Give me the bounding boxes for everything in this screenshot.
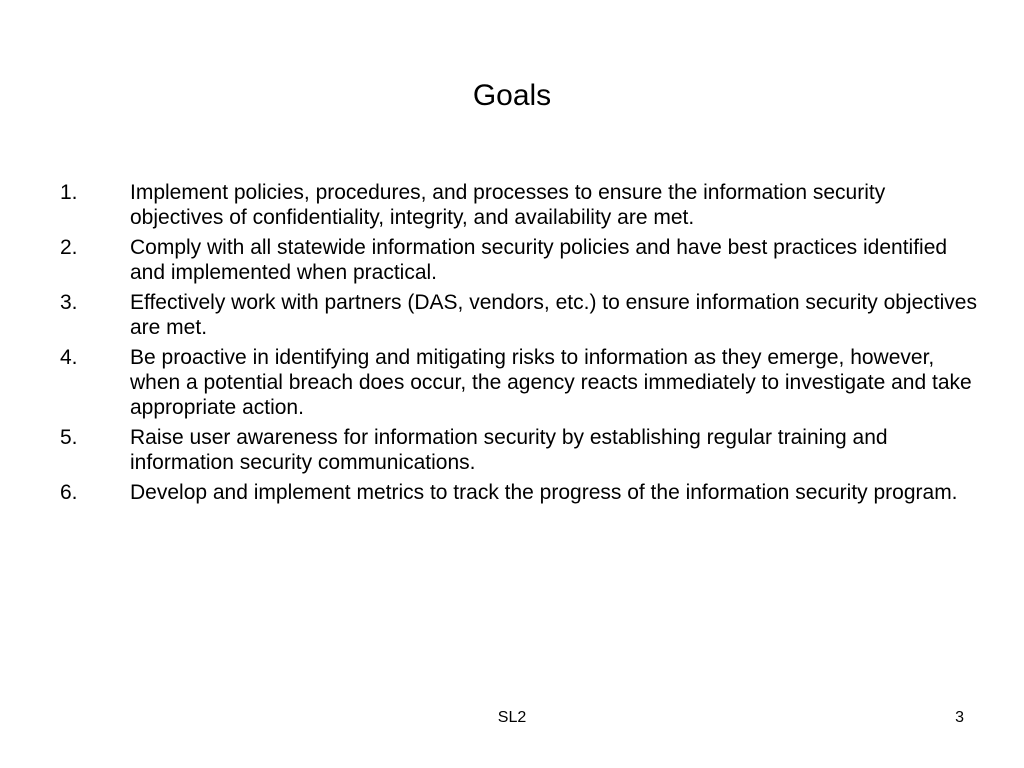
goal-item: [60, 345, 980, 420]
goals-list: [60, 180, 980, 510]
goal-item: [60, 480, 980, 505]
goal-number: 1.: [60, 181, 78, 204]
slide-title: Goals: [472, 79, 552, 112]
goal-number: 4.: [60, 346, 78, 369]
goal-text: Comply with all statewide information security policies and have best practices identified and implemented when practical.: [130, 236, 948, 284]
goal-number: 3.: [60, 291, 78, 314]
goal-text: Develop and implement metrics to track the progress of the information security program.: [130, 481, 958, 504]
goal-item: [60, 180, 980, 230]
goal-item: [60, 425, 980, 475]
goal-text: Raise user awareness for information security by establishing regular training and information security communications.: [130, 426, 888, 474]
goal-text: Effectively work with partners (DAS, vendors, etc.) to ensure information security objectives are met.: [130, 291, 977, 339]
slide-page-number: 3: [955, 709, 964, 726]
goal-number: 2.: [60, 236, 78, 259]
goal-number: 5.: [60, 426, 78, 449]
goal-text: Implement policies, procedures, and processes to ensure the information security objectives of confidentiality, integrity, and availability are met.: [130, 181, 886, 229]
goal-item: [60, 290, 980, 340]
footer-label: SL2: [497, 709, 527, 726]
goal-text: Be proactive in identifying and mitigating risks to information as they emerge, however, when a potential breach does occur, the agency reacts immediately to investigate and take appropriate action.: [130, 346, 972, 419]
goal-number: 6.: [60, 481, 78, 504]
goal-item: [60, 235, 980, 285]
